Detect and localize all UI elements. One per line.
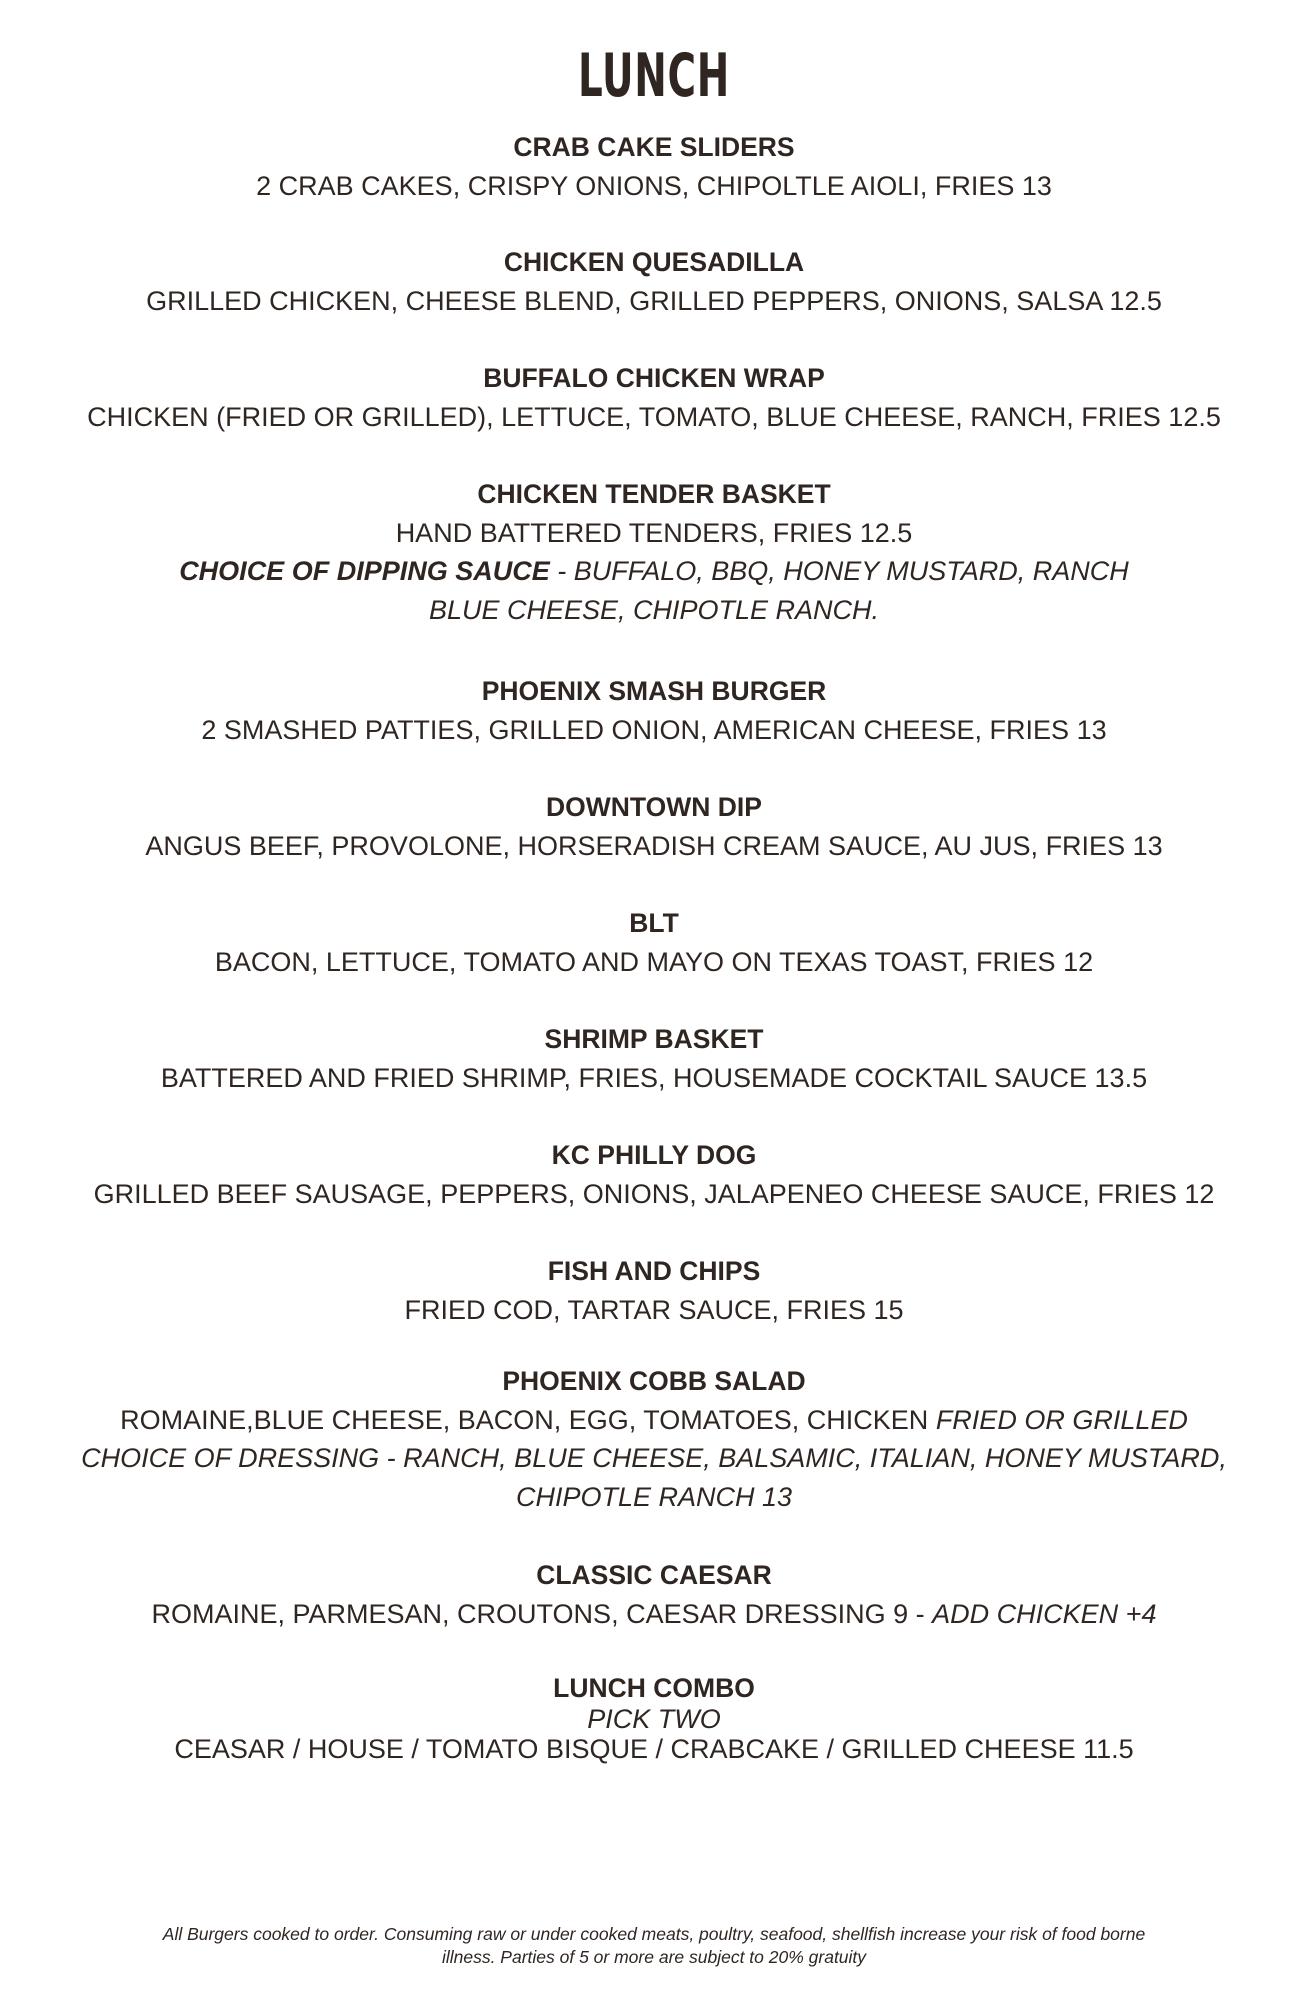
item-description: BATTERED AND FRIED SHRIMP, FRIES, HOUSEMADE COCKTAIL SAUCE 13.5	[160, 1062, 1148, 1093]
menu-item	[0, 128, 1308, 205]
sauce-options-label: CHOICE OF DIPPING SAUCE	[179, 556, 550, 586]
menu-title: LUNCH	[578, 41, 730, 111]
menu-item	[0, 1362, 1308, 1516]
menu-item	[0, 475, 1308, 629]
footer-line: illness. Parties of 5 or more are subject to 20% gratuity	[441, 1947, 867, 1967]
item-name: CHICKEN QUESADILLA	[503, 247, 805, 277]
item-description: 2 CRAB CAKES, CRISPY ONIONS, CHIPOLTLE AIOLI, FRIES 13	[256, 170, 1052, 201]
item-description	[0, 1401, 1308, 1440]
menu-item	[0, 359, 1308, 436]
item-sauce-options	[0, 552, 1308, 591]
item-description: FRIED COD, TARTAR SAUCE, FRIES 15	[404, 1294, 904, 1325]
item-name: PHOENIX SMASH BURGER	[481, 676, 827, 706]
item-description: BACON, LETTUCE, TOMATO AND MAYO ON TEXAS TOAST, FRIES 12	[214, 946, 1094, 977]
item-description: HAND BATTERED TENDERS, FRIES 12.5	[395, 517, 913, 548]
item-description-text: ROMAINE,BLUE CHEESE, BACON, EGG, TOMATOES, CHICKEN	[120, 1404, 936, 1435]
menu-item	[0, 672, 1308, 749]
item-description: CEASAR / HOUSE / TOMATO BISQUE / CRABCAKE / GRILLED CHEESE 11.5	[174, 1734, 1134, 1764]
item-subtitle: PICK TWO	[587, 1704, 721, 1734]
item-description-text: ROMAINE, PARMESAN, CROUTONS, CAESAR DRESSING 9 -	[151, 1598, 933, 1629]
item-sauce-options-continued: BLUE CHEESE, CHIPOTLE RANCH.	[428, 594, 880, 625]
item-description: 2 SMASHED PATTIES, GRILLED ONION, AMERICAN CHEESE, FRIES 13	[201, 714, 1107, 745]
menu-item	[0, 1136, 1308, 1213]
footer-disclaimer	[0, 1923, 1308, 1969]
item-dressing-options: CHOICE OF DRESSING - RANCH, BLUE CHEESE, BALSAMIC, ITALIAN, HONEY MUSTARD,	[81, 1443, 1227, 1473]
item-name: DOWNTOWN DIP	[546, 792, 762, 822]
item-description: GRILLED CHICKEN, CHEESE BLEND, GRILLED PEPPERS, ONIONS, SALSA 12.5	[146, 285, 1162, 316]
item-description-italic: FRIED OR GRILLED	[935, 1404, 1188, 1435]
item-name: CHICKEN TENDER BASKET	[477, 479, 831, 509]
item-name: FISH AND CHIPS	[547, 1256, 761, 1286]
item-name: KC PHILLY DOG	[551, 1140, 757, 1170]
item-description: CHICKEN (FRIED OR GRILLED), LETTUCE, TOMATO, BLUE CHEESE, RANCH, FRIES 12.5	[87, 401, 1221, 432]
menu-item	[0, 1252, 1308, 1329]
menu-item	[0, 1556, 1308, 1633]
item-description-italic: ADD CHICKEN +4	[932, 1598, 1157, 1629]
sauce-options-text: - BUFFALO, BBQ, HONEY MUSTARD, RANCH	[549, 556, 1129, 586]
item-name: BLT	[629, 908, 679, 938]
menu-item	[0, 1672, 1308, 1764]
item-name: SHRIMP BASKET	[544, 1024, 764, 1054]
footer-line: All Burgers cooked to order. Consuming raw or under cooked meats, poultry, seafood, shellfish increase your risk of food borne	[162, 1924, 1146, 1944]
item-dressing-options-continued: CHIPOTLE RANCH 13	[515, 1481, 793, 1512]
menu-item	[0, 243, 1308, 320]
item-description: GRILLED BEEF SAUSAGE, PEPPERS, ONIONS, JALAPENEO CHEESE SAUCE, FRIES 12	[93, 1178, 1215, 1209]
item-name: PHOENIX COBB SALAD	[502, 1366, 806, 1396]
item-name: CLASSIC CAESAR	[536, 1560, 772, 1590]
item-name: BUFFALO CHICKEN WRAP	[483, 363, 825, 393]
item-description	[0, 1595, 1308, 1634]
menu-item	[0, 904, 1308, 981]
menu-item	[0, 788, 1308, 865]
menu-item	[0, 1020, 1308, 1097]
item-description: ANGUS BEEF, PROVOLONE, HORSERADISH CREAM SAUCE, AU JUS, FRIES 13	[145, 830, 1163, 861]
item-name: CRAB CAKE SLIDERS	[513, 132, 795, 162]
item-name: LUNCH COMBO	[553, 1673, 755, 1703]
